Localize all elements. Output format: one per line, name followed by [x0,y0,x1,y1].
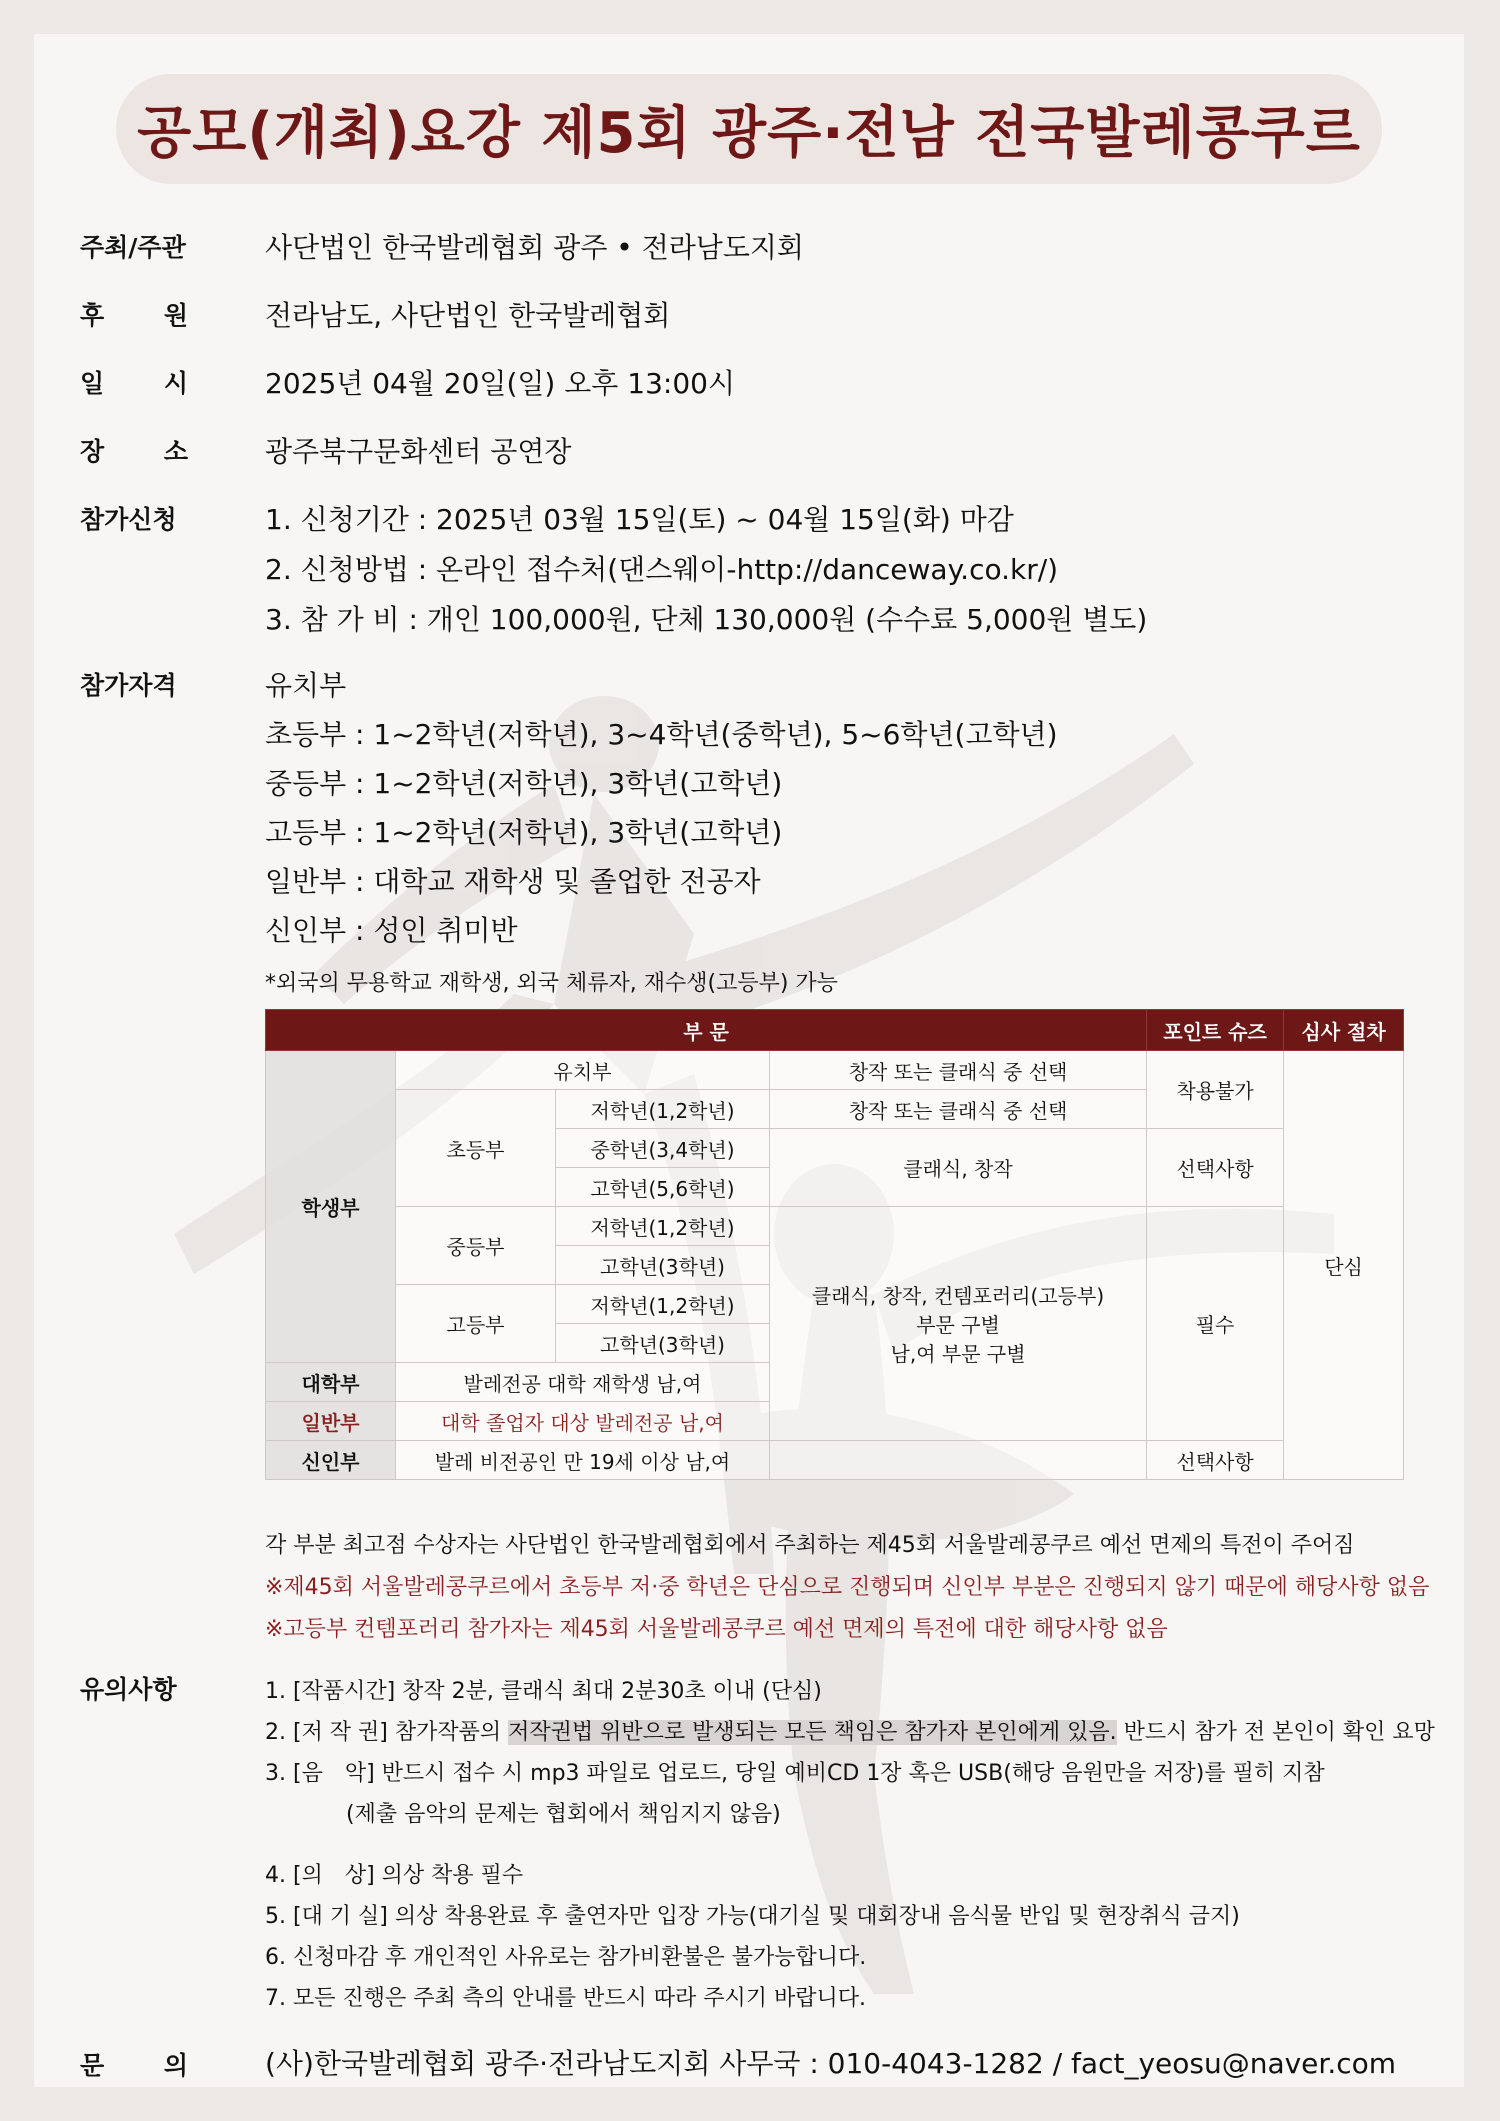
cell-univ: 대학부 [266,1363,396,1402]
date-label-a: 일 [80,369,105,398]
table-header-row [266,1010,1404,1051]
notes-line-4: 4. [의 상] 의상 착용 필수 [265,1863,524,1888]
cell-high-high: 고학년(3학년) [556,1324,770,1363]
cell-rookie-empty [770,1441,1147,1480]
apply-line-1: 1. 신청기간 : 2025년 03월 15일(토) ~ 04월 15일(화) 마감 [265,503,1014,536]
cell-optional-2: 선택사항 [1147,1441,1284,1480]
header-point-shoes: 포인트 슈즈 [1147,1010,1284,1051]
cell-rookie-desc: 발레 비전공인 만 19세 이상 남,여 [396,1441,770,1480]
eligibility-line-4: 고등부 : 1~2학년(저학년), 3학년(고학년) [265,816,783,849]
notes-label: 유의사항 [80,1675,177,1704]
cell-elem-high: 고학년(5,6학년) [556,1168,770,1207]
long-desc-b: 부문 구별 [916,1313,1000,1337]
apply-line-3: 3. 참 가 비 : 개인 100,000원, 단체 130,000원 (수수료 5,000원 별도) [265,603,1148,636]
cell-elem: 초등부 [396,1090,556,1207]
venue-label [80,432,188,468]
cell-solo: 단심 [1284,1051,1404,1480]
eligibility-line-5: 일반부 : 대학교 재학생 및 졸업한 전공자 [265,865,761,898]
cell-middle: 중등부 [396,1207,556,1285]
page-title: 공모(개최)요강 제5회 광주·전남 전국발레콩쿠르 [137,101,1361,166]
cell-elem-mid: 중학년(3,4학년) [556,1129,770,1168]
long-desc-a: 클래식, 창작, 컨템포러리(고등부) [811,1284,1105,1308]
sponsor-label [80,296,188,332]
cell-high: 고등부 [396,1285,556,1363]
notes-line-1: 1. [작품시간] 창작 2분, 클래식 최대 2분30초 이내 (단심) [265,1679,822,1704]
cell-kinder: 유치부 [396,1051,770,1090]
header-judging: 심사 절차 [1284,1010,1404,1051]
cell-required: 필수 [1147,1207,1284,1441]
host-label: 주최/주관 [80,233,186,262]
cell-choice-1: 창작 또는 클래식 중 선택 [770,1051,1147,1090]
date-label-b: 시 [163,369,188,398]
after-table-note-1: 각 부분 최고점 수상자는 사단법인 한국발레협회에서 주최하는 제45회 서울발레콩쿠르 예선 면제의 특전이 주어짐 [265,1533,1355,1558]
cell-classic-creative: 클래식, 창작 [770,1129,1147,1207]
eligibility-line-2: 초등부 : 1~2학년(저학년), 3~4학년(중학년), 5~6학년(고학년) [265,718,1058,751]
cell-no-wear: 착용불가 [1147,1051,1284,1129]
cell-general-desc: 대학 졸업자 대상 발레전공 남,여 [396,1402,770,1441]
eligibility-line-1: 유치부 [265,669,347,702]
host-value: 사단법인 한국발레협회 광주 • 전라남도지회 [265,231,804,264]
eligibility-note: *외국의 무용학교 재학생, 외국 체류자, 재수생(고등부) 가능 [265,971,838,996]
notes-line-6: 6. 신청마감 후 개인적인 사유로는 참가비환불은 불가능합니다. [265,1945,867,1970]
cell-univ-desc: 발레전공 대학 재학생 남,여 [396,1363,770,1402]
header-division: 부 문 [266,1010,1147,1051]
date-label [80,364,188,400]
title-banner [116,74,1382,184]
contact-label [80,2046,188,2082]
notes-line-3: 3. [음 악] 반드시 접수 시 mp3 파일로 업로드, 당일 예비CD 1장 혹은 USB(해당 음원만을 저장)를 필히 지참 [265,1761,1325,1786]
notes-line-3b: (제출 음악의 문제는 협회에서 책임지지 않음) [346,1802,781,1827]
contact-label-b: 의 [163,2051,188,2080]
cell-general: 일반부 [266,1402,396,1441]
table-row [266,1051,1404,1090]
venue-value: 광주북구문화센터 공연장 [265,435,572,468]
poster-page [34,34,1464,2087]
notes-line-2 [265,1715,1435,1746]
sponsor-value: 전라남도, 사단법인 한국발레협회 [265,299,671,332]
contact-label-a: 문 [80,2051,105,2080]
cell-rookie: 신인부 [266,1441,396,1480]
cell-choice-2: 창작 또는 클래식 중 선택 [770,1090,1147,1129]
apply-line-2: 2. 신청방법 : 온라인 접수처(댄스웨이-http://danceway.co.kr/) [265,553,1059,586]
venue-label-b: 소 [163,437,188,466]
notes-line-2a: 2. [저 작 권] 참가작품의 [265,1720,509,1745]
date-value: 2025년 04월 20일(일) 오후 13:00시 [265,367,735,400]
cell-student: 학생부 [266,1051,396,1363]
table-row [266,1207,1404,1246]
sponsor-label-a: 후 [80,301,105,330]
eligibility-line-6: 신인부 : 성인 취미반 [265,914,518,947]
category-table [265,1009,1404,1480]
contact-value: (사)한국발레협회 광주·전라남도지회 사무국 : 010-4043-1282 / fact_yeosu@naver.com [265,2047,1397,2080]
notes-line-7: 7. 모든 진행은 주최 측의 안내를 반드시 따라 주시기 바랍니다. [265,1986,866,2011]
notes-line-2c: 반드시 참가 전 본인이 확인 요망 [1116,1720,1435,1745]
cell-high-low: 저학년(1,2학년) [556,1285,770,1324]
sponsor-label-b: 원 [163,301,188,330]
apply-label: 참가신청 [80,505,177,534]
venue-label-a: 장 [80,437,105,466]
long-desc-c: 남,여 부문 구별 [890,1342,1026,1366]
cell-middle-high: 고학년(3학년) [556,1246,770,1285]
notes-line-5: 5. [대 기 실] 의상 착용완료 후 출연자만 입장 가능(대기실 및 대회장내 음식물 반입 및 현장취식 금지) [265,1904,1240,1929]
after-table-note-2: ※제45회 서울발레콩쿠르에서 초등부 저·중 학년은 단심으로 진행되며 신인부 부분은 진행되지 않기 때문에 해당사항 없음 [265,1575,1430,1600]
cell-optional-1: 선택사항 [1147,1129,1284,1207]
table-row [266,1441,1404,1480]
notes-line-2-highlight: 저작권법 위반으로 발생되는 모든 책임은 참가자 본인에게 있음. [508,1720,1117,1745]
cell-middle-low: 저학년(1,2학년) [556,1207,770,1246]
eligibility-line-3: 중등부 : 1~2학년(저학년), 3학년(고학년) [265,767,783,800]
cell-long-desc [770,1207,1147,1441]
after-table-note-3: ※고등부 컨템포러리 참가자는 제45회 서울발레콩쿠르 예선 면제의 특전에 대한 해당사항 없음 [265,1617,1168,1642]
eligibility-label: 참가자격 [80,671,177,700]
cell-elem-low: 저학년(1,2학년) [556,1090,770,1129]
